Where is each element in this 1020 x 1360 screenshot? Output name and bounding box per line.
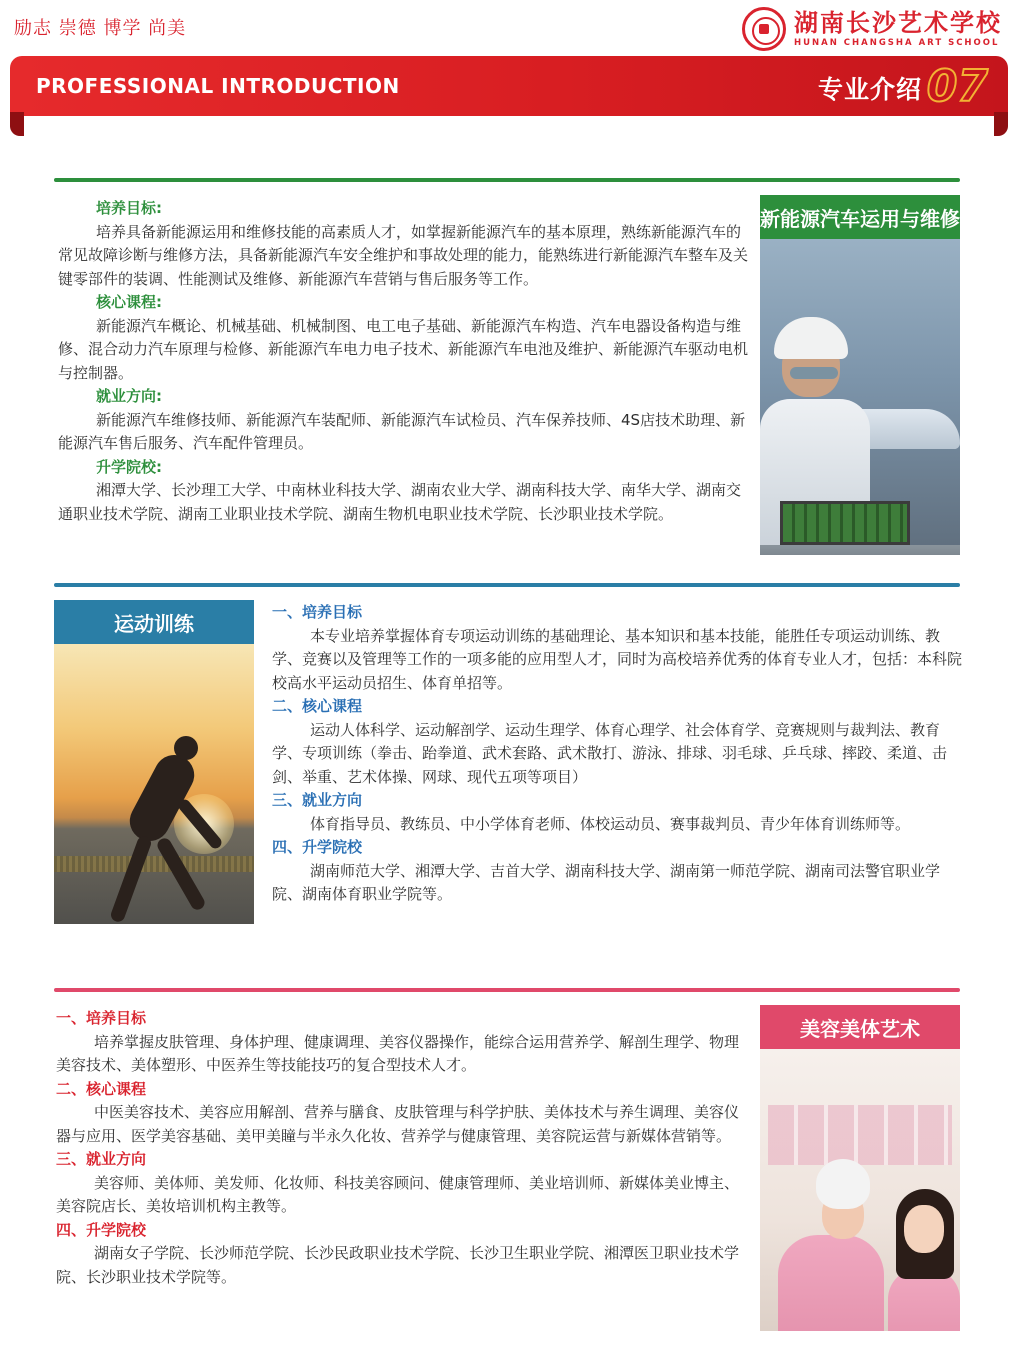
school-seal-icon <box>742 7 786 51</box>
runner-head-shape <box>174 736 198 760</box>
ev-technician-photo <box>760 239 960 555</box>
banner-fold-right <box>994 112 1008 136</box>
section-divider-blue <box>54 583 960 587</box>
section-banner <box>10 56 1008 136</box>
ev-school-heading: 升学院校: <box>96 457 162 476</box>
section-ev-text <box>58 197 750 526</box>
section-sports-text <box>272 601 962 907</box>
sports-course-text: 运动人体科学、运动解剖学、运动生理学、体育心理学、社会体育学、竞赛规则与裁判法、教育学、专项训练（拳击、跆拳道、武术套路、武术散打、游泳、排球、羽毛球、乒乓球、摔跤、柔道、击剑、举重、艺术体操、网球、现代五项等项目） <box>272 720 948 786</box>
banner-fold-left <box>10 112 24 136</box>
helmet-shape <box>774 317 848 359</box>
beauty-class-photo <box>760 1049 960 1331</box>
banner-title-cn: 专业介绍 <box>817 75 922 104</box>
section-divider-pink <box>54 988 960 992</box>
beauty-goal-heading: 一、培养目标 <box>56 1009 147 1027</box>
page-number: 07 <box>926 61 988 112</box>
ev-course-text: 新能源汽车概论、机械基础、机械制图、电工电子基础、新能源汽车构造、汽车电器设备构造与维修、混合动力汽车原理与检修、新能源汽车电力电子技术、新能源汽车电池及维护、新能源汽车驱动电机与控制器。 <box>58 316 749 382</box>
beauty-photo-card <box>760 1005 960 1331</box>
student-uniform-shape <box>778 1235 884 1331</box>
sports-job-heading: 三、就业方向 <box>272 791 363 809</box>
ev-goal-text: 培养具备新能源运用和维修技能的高素质人才，如掌握新能源汽车的基本原理，熟练新能源汽车的常见故障诊断与维修方法，具备新能源汽车安全维护和事故处理的能力，能熟练进行新能源汽车整车及关键零部件的装调、性能测试及维修、新能源汽车营销与售后服务等工作。 <box>58 222 749 288</box>
grass-shape <box>54 856 254 872</box>
ev-course-heading: 核心课程: <box>96 293 162 311</box>
sports-school-heading: 四、升学院校 <box>272 838 363 856</box>
school-name-en: HUNAN CHANGSHA ART SCHOOL <box>794 38 1000 48</box>
sports-goal-text: 本专业培养掌握体育专项运动训练的基础理论、基本知识和基本技能，能胜任专项运动训练、教学、竞赛以及管理等工作的一项多能的应用型人才，同时为高校培养优秀的体育专业人才，包括：本科院校高水平运动员招生、体育单招等。 <box>272 626 963 692</box>
school-name-cn: 湖南长沙艺术学校 <box>794 8 1002 37</box>
sports-photo-card <box>54 600 254 925</box>
ev-job-heading: 就业方向: <box>96 387 162 405</box>
school-motto: 励志 崇德 博学 尚美 <box>14 18 187 39</box>
runner-leg-shape <box>109 834 153 923</box>
battery-pack-shape <box>780 501 910 545</box>
beauty-course-text: 中医美容技术、美容应用解剖、营养与膳食、皮肤管理与科学护肤、美体技术与养生调理、美容仪器与应用、医学美容基础、美甲美瞳与半永久化妆、营养学与健康管理、美容院运营与新媒体营销等。 <box>56 1103 740 1145</box>
model-face-shape <box>904 1205 944 1253</box>
sports-job-text: 体育指导员、教练员、中小学体育老师、体校运动员、赛事裁判员、青少年体育训练师等。 <box>310 814 911 833</box>
ev-school-text: 湘潭大学、长沙理工大学、中南林业科技大学、湖南农业大学、湖南科技大学、南华大学、湖南交通职业技术学院、湖南工业职业技术学院、湖南生物机电职业技术学院、长沙职业技术学院。 <box>58 481 742 523</box>
wall-posters-shape <box>768 1105 952 1165</box>
goggles-shape <box>790 367 838 379</box>
ev-job-text: 新能源汽车维修技师、新能源汽车装配师、新能源汽车试检员、汽车保养技师、4S店技术助理、新能源汽车售后服务、汽车配件管理员。 <box>58 410 746 452</box>
school-brand <box>742 6 1002 52</box>
beauty-course-heading: 二、核心课程 <box>56 1079 147 1098</box>
beauty-title: 美容美体艺术 <box>760 1005 960 1049</box>
beauty-goal-text: 培养掌握皮肤管理、身体护理、健康调理、美容仪器操作，能综合运用营养学、解剖生理学、物理美容技术、美体塑形、中医养生等技能技巧的复合型技术人才。 <box>56 1032 740 1074</box>
sports-title: 运动训练 <box>54 600 254 644</box>
ev-photo-card <box>760 195 960 555</box>
section-beauty-text <box>56 1007 746 1289</box>
ev-title: 新能源汽车运用与维修 <box>760 195 960 239</box>
sports-goal-heading: 一、培养目标 <box>272 603 363 621</box>
beauty-school-heading: 四、升学院校 <box>56 1220 147 1239</box>
hair-cap-shape <box>816 1159 870 1209</box>
section-divider-green <box>54 178 960 182</box>
banner-title-en: PROFESSIONAL INTRODUCTION <box>36 74 400 98</box>
workbench-shape <box>760 545 960 555</box>
sports-course-heading: 二、核心课程 <box>272 697 363 715</box>
beauty-job-heading: 三、就业方向 <box>56 1150 147 1168</box>
beauty-school-text: 湖南女子学院、长沙师范学院、长沙民政职业技术学院、长沙卫生职业学院、湘潭医卫职业技术学院、长沙职业技术学院等。 <box>56 1244 740 1286</box>
sports-school-text: 湖南师范大学、湘潭大学、吉首大学、湖南科技大学、湖南第一师范学院、湖南司法警官职业学院、湖南体育职业学院等。 <box>272 861 941 903</box>
beauty-job-text: 美容师、美体师、美发师、化妆师、科技美容顾问、健康管理师、美业培训师、新媒体美业博主、美容院店长、美妆培训机构主教等。 <box>56 1173 740 1215</box>
runner-photo <box>54 644 254 924</box>
ev-goal-heading: 培养目标: <box>96 199 162 217</box>
